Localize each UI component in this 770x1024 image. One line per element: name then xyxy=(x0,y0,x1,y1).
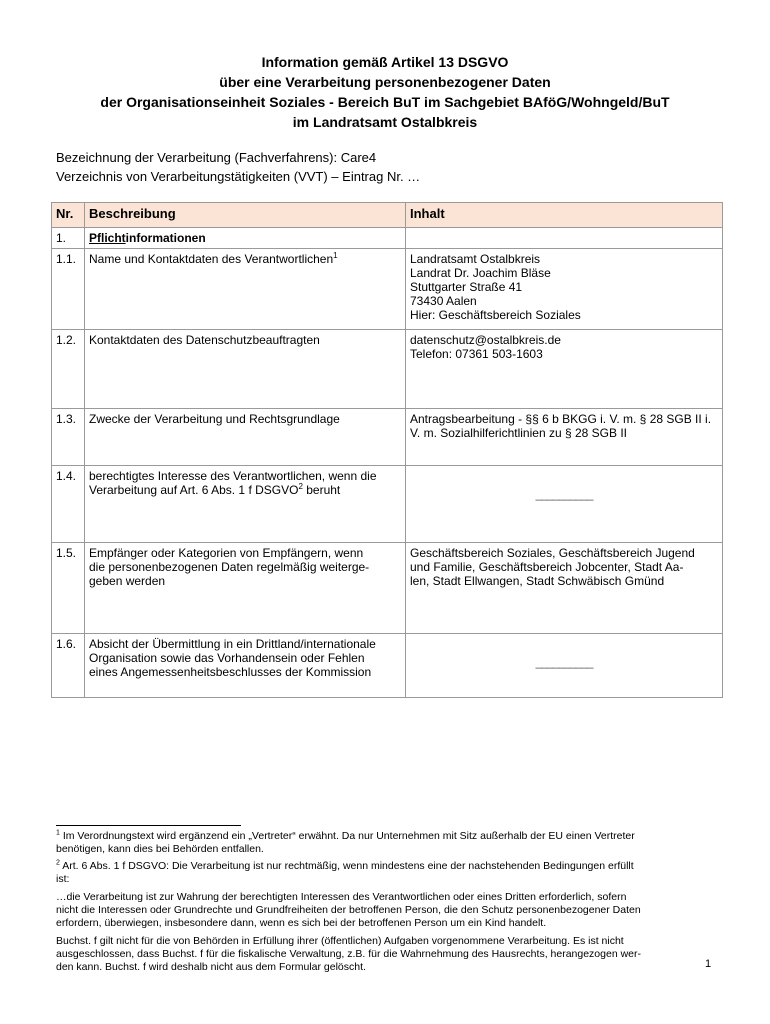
row-content: datenschutz@ostalbkreis.de Telefon: 07361 503-1603 xyxy=(406,330,723,409)
row-content xyxy=(406,634,723,698)
header-content: Inhalt xyxy=(406,203,723,228)
section-content xyxy=(406,228,723,249)
processing-meta xyxy=(56,148,420,186)
row-nr: 1.3. xyxy=(52,409,85,466)
table-row xyxy=(52,249,723,330)
row-description: Absicht der Übermittlung in ein Drittland/internationale Organisation sowie das Vorhandensein oder Fehlen eines Angemessenheitsbeschlusses der Kommission xyxy=(85,634,406,698)
title-line-1: Information gemäß Artikel 13 DSGVO xyxy=(261,54,509,70)
section-label xyxy=(85,228,406,249)
row-description: berechtigtes Interesse des Verantwortlichen, wenn die Verarbeitung auf Art. 6 Abs. 1 f DSGVO$^2$ beruht xyxy=(85,466,406,543)
footnote-2: $^2$ Art. 6 Abs. 1 f DSGVO: Die Verarbeitung ist nur rechtmäßig, wenn mindestens eine der nachstehenden Bedingungen erfüllt ist: xyxy=(56,859,634,885)
document-title xyxy=(0,52,770,132)
row-nr: 1.6. xyxy=(52,634,85,698)
row-description: Kontaktdaten des Datenschutzbeauftragten xyxy=(85,330,406,409)
row-nr: 1.5. xyxy=(52,543,85,634)
row-description: Name und Kontaktdaten des Verantwortlichen$^1$ xyxy=(85,249,406,330)
header-description: Beschreibung xyxy=(85,203,406,228)
table-row xyxy=(52,330,723,409)
footnote-2-paragraph-2: …die Verarbeitung ist zur Wahrung der berechtigten Interessen des Verantwortlichen oder eines Dritten erforderlich, sofern nicht die Interessen oder Grundrechte und Grundfreiheiten der betroffenen Person, die den Schutz personenbezogener Daten erfordern, überwiegen, insbesondere dann, wenn es sich bei der betroffenen Person um ein Kind handelt. xyxy=(56,891,641,929)
row-content: Antragsbearbeitung - §§ 6 b BKGG i. V. m. § 28 SGB II i. V. m. Sozialhilferichtlinien zu § 28 SGB II xyxy=(406,409,723,466)
section-nr: 1. xyxy=(52,228,85,249)
header-nr: Nr. xyxy=(52,203,85,228)
footnote-ref-2: 2 xyxy=(298,482,303,491)
page-number: 1 xyxy=(705,958,712,970)
row-description: Empfänger oder Kategorien von Empfängern, wenn die personenbezogenen Daten regelmäßig weiterge- geben werden xyxy=(85,543,406,634)
footnote-separator xyxy=(56,825,241,826)
section-row xyxy=(52,228,723,249)
row-content: Geschäftsbereich Soziales, Geschäftsbereich Jugend und Familie, Geschäftsbereich Jobcenter, Stadt Aa- len, Stadt Ellwangen, Stadt Schwäbisch Gmünd xyxy=(406,543,723,634)
vvt-entry: Verzeichnis von Verarbeitungstätigkeiten (VVT) – Eintrag Nr. … xyxy=(56,169,421,184)
title-line-3: der Organisationseinheit Soziales - Bereich BuT im Sachgebiet BAföG/Wohngeld/BuT xyxy=(100,94,670,110)
table-row xyxy=(52,409,723,466)
footnote-2-paragraph-3: Buchst. f gilt nicht für die von Behörden in Erfüllung ihrer (öffentlichen) Aufgaben vorgenommene Verarbeitung. Es ist nicht ausgeschlossen, dass Buchst. f für die fiskalische Verwaltung, z.B. für die Wahrnehmung des Hausrechts, herangezogen wer- den kann. Buchst. f wird deshalb nicht aus dem Formular gelöscht. xyxy=(56,935,642,973)
section-label-underlined: Pflicht xyxy=(89,231,126,245)
row-description: Zwecke der Verarbeitung und Rechtsgrundlage xyxy=(85,409,406,466)
empty-placeholder: __________ xyxy=(535,655,593,669)
section-label-rest: informationen xyxy=(125,231,206,245)
row-nr: 1.4. xyxy=(52,466,85,543)
row-content: Landratsamt Ostalbkreis Landrat Dr. Joachim Bläse Stuttgarter Straße 41 73430 Aalen Hier: Geschäftsbereich Soziales xyxy=(406,249,723,330)
table-row xyxy=(52,466,723,543)
title-line-4: im Landratsamt Ostalbkreis xyxy=(292,114,478,130)
footnote-ref-1: 1 xyxy=(333,251,338,260)
table-row xyxy=(52,543,723,634)
row-nr: 1.2. xyxy=(52,330,85,409)
empty-placeholder: __________ xyxy=(535,487,593,501)
processing-name: Bezeichnung der Verarbeitung (Fachverfahrens): Care4 xyxy=(56,150,377,165)
row-content xyxy=(406,466,723,543)
table-header-row xyxy=(52,203,723,228)
table-row xyxy=(52,634,723,698)
title-line-2: über eine Verarbeitung personenbezogener Daten xyxy=(219,74,551,90)
footnote-1: $^1$ Im Verordnungstext wird ergänzend ein „Vertreter“ erwähnt. Da nur Unternehmen mit Sitz außerhalb der EU einen Vertreter benötigen, kann dies bei Behörden entfallen. xyxy=(56,829,635,855)
row-nr: 1.1. xyxy=(52,249,85,330)
information-table xyxy=(51,202,723,698)
